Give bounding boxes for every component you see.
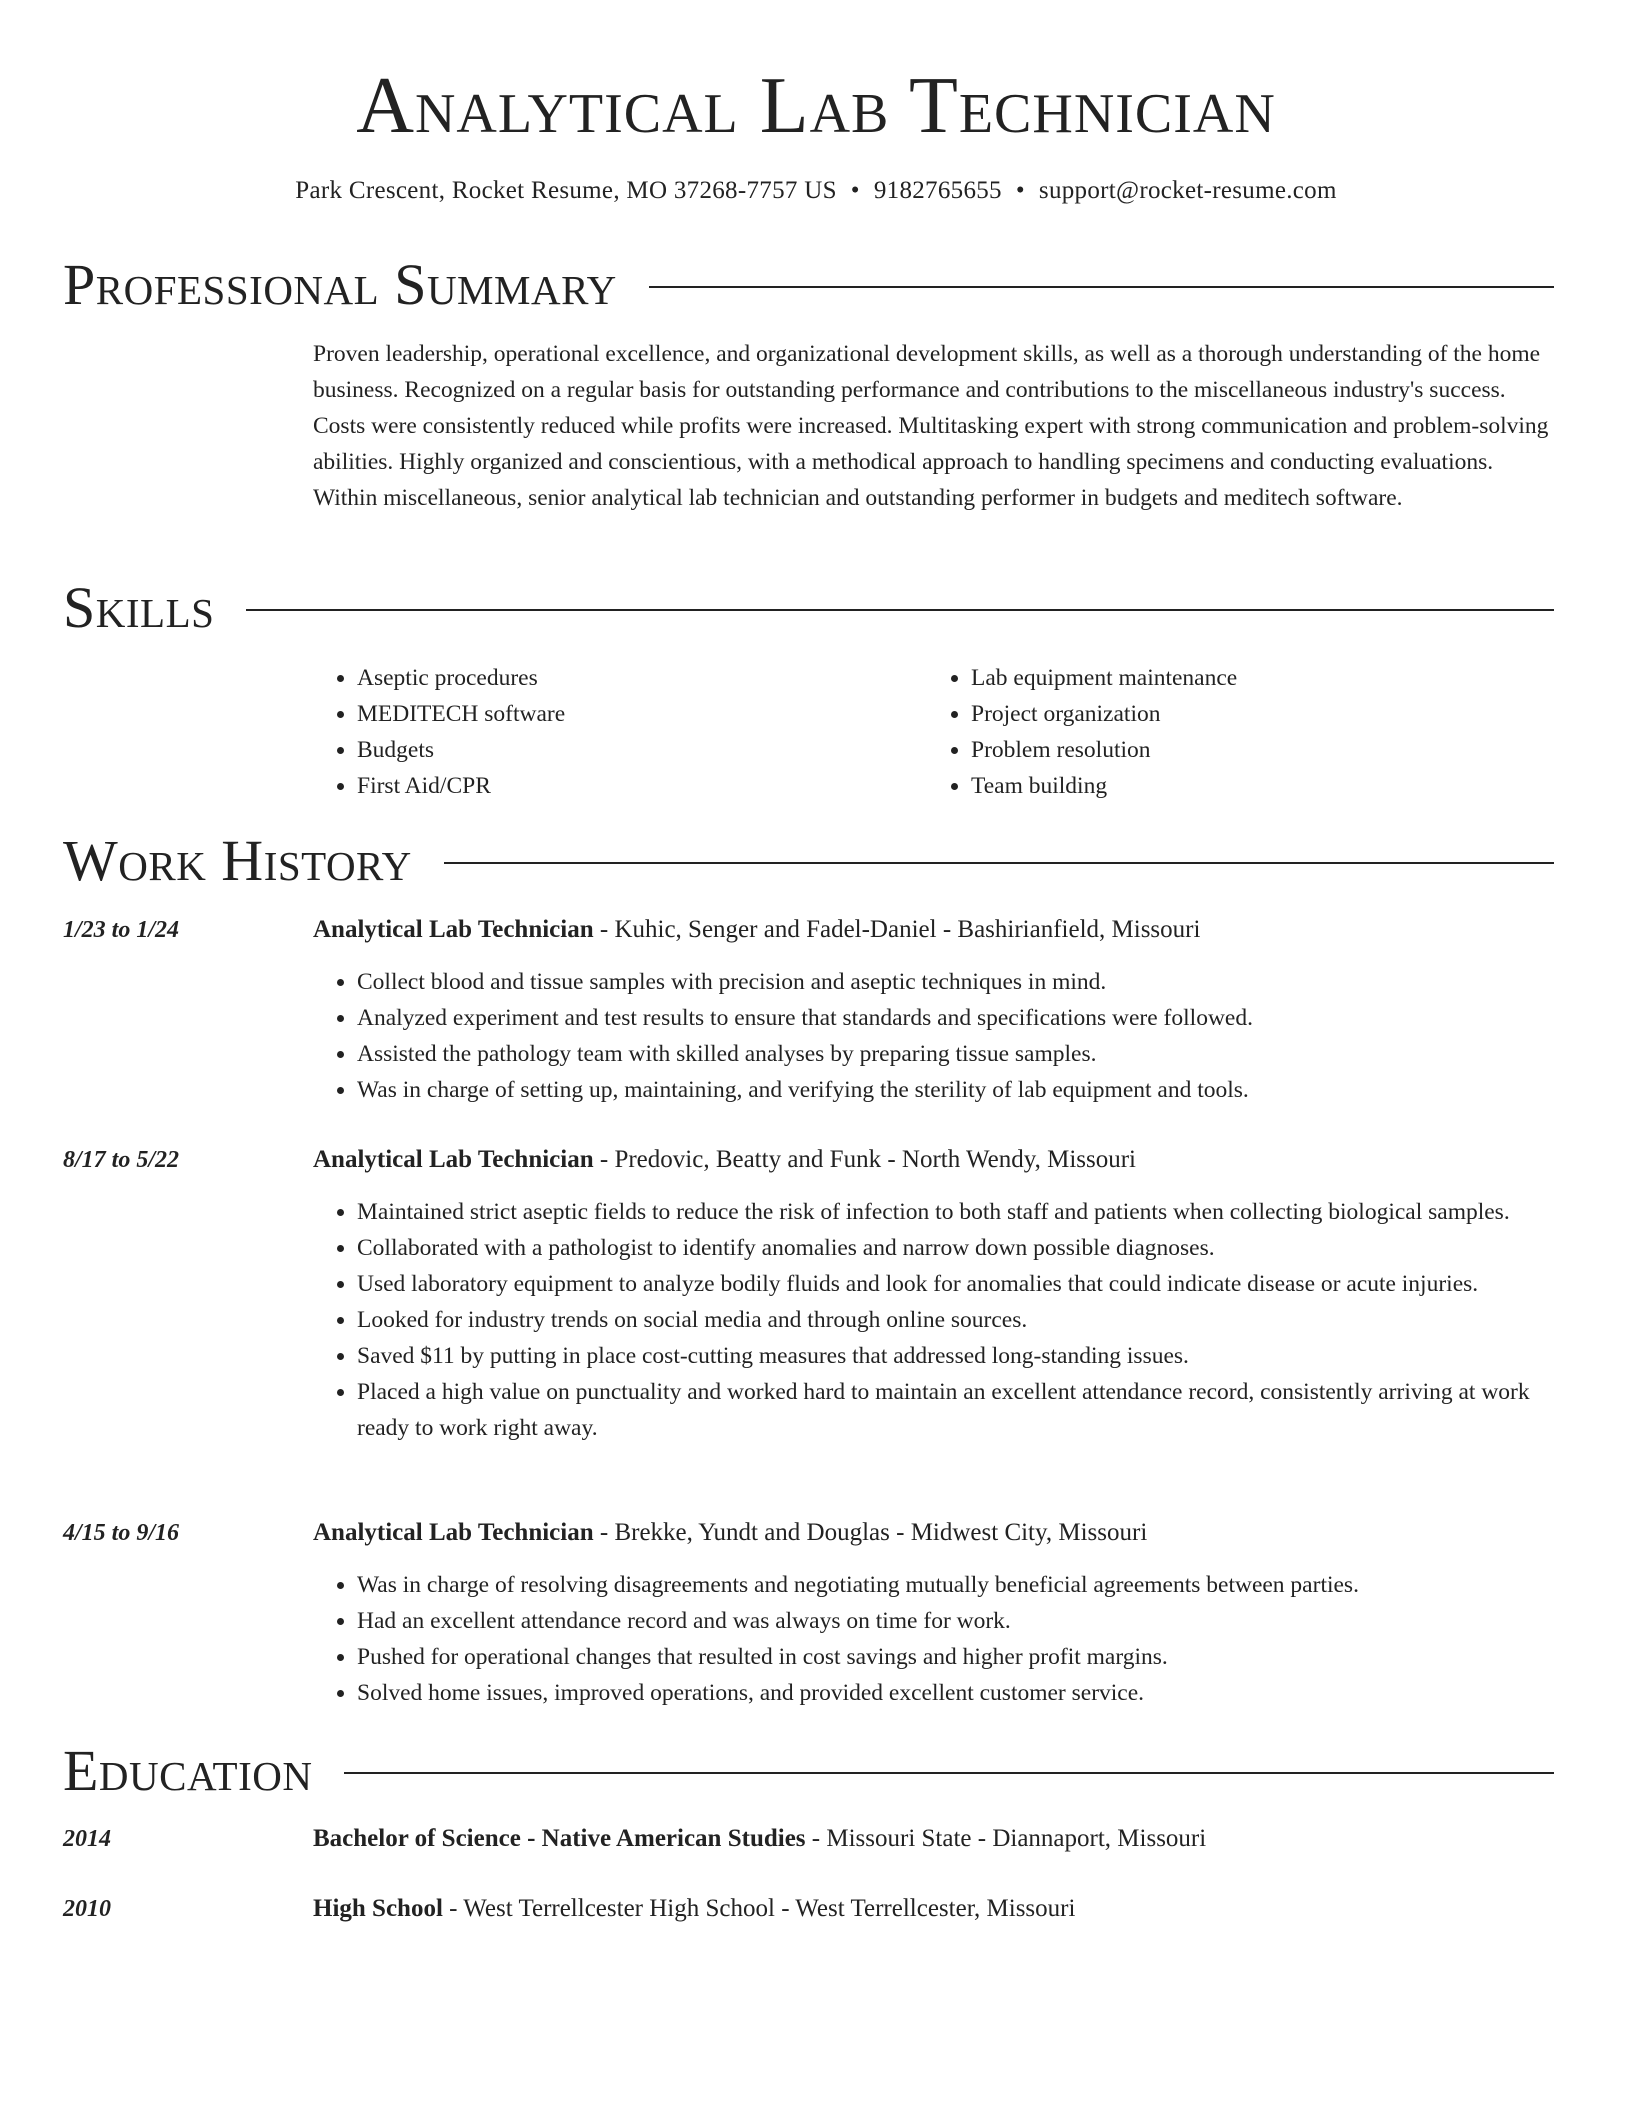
summary-section-header <box>63 252 1554 318</box>
skills-list <box>313 660 1554 804</box>
skills-section-header <box>63 575 1554 641</box>
summary-text: Proven leadership, operational excellence, and organizational development skills, as well as a thorough understanding of the home business. Recognized on a regular basis for outstanding performance and contributions to the miscellaneous industry's success. Costs were consistently reduced while profits were increased. Multitasking expert with strong communication and problem-solving abilities. Highly organized and conscientious, with a methodical approach to handling specimens and conducting evaluations. Within miscellaneous, senior analytical lab technician and outstanding performer in budgets and meditech software. <box>313 341 1549 511</box>
skill-item: • First Aid/CPR <box>357 768 927 804</box>
education-school-location: - Missouri State - Diannaport, Missouri <box>805 1825 1207 1852</box>
education-degree: Bachelor of Science - Native American Studies <box>313 1825 806 1852</box>
skills-heading: Skills <box>63 575 215 640</box>
job-bullet: • Looked for industry trends on social media and through online sources. <box>357 1302 1554 1338</box>
job-dates: 1/23 to 1/24 <box>63 917 180 943</box>
education-line <box>313 1891 1554 1927</box>
job-bullet: • Was in charge of setting up, maintaining, and verifying the sterility of lab equipment and tools. <box>357 1072 1554 1108</box>
job-bullet: • Saved $11 by putting in place cost-cutting measures that addressed long-standing issues. <box>357 1338 1554 1374</box>
job-bullet: • Was in charge of resolving disagreements and negotiating mutually beneficial agreements between parties. <box>357 1567 1554 1603</box>
job-bullets <box>313 964 1554 1108</box>
work-section-header <box>63 828 1554 894</box>
job-bullet: • Collaborated with a pathologist to identify anomalies and narrow down possible diagnoses. <box>357 1230 1554 1266</box>
section-divider <box>444 862 1554 864</box>
job-bullet: • Collect blood and tissue samples with precision and aseptic techniques in mind. <box>357 964 1554 1000</box>
education-heading: Education <box>63 1738 313 1803</box>
section-divider <box>344 1772 1554 1774</box>
job-title: Analytical Lab Technician <box>313 916 594 943</box>
contact-separator: • <box>850 177 860 204</box>
job-bullet: • Placed a high value on punctuality and worked hard to maintain an excellent attendance record, consistently arriving at work ready to work right away. <box>357 1374 1554 1446</box>
education-degree: High School <box>313 1895 443 1922</box>
job-bullet: • Analyzed experiment and test results to ensure that standards and specifications were followed. <box>357 1000 1554 1036</box>
skill-item: • Problem resolution <box>971 732 1541 768</box>
job-title-line <box>313 912 1554 948</box>
job-bullets <box>313 1194 1554 1446</box>
education-entry <box>63 1891 1554 1927</box>
contact-address: Park Crescent, Rocket Resume, MO 37268-7757 US <box>295 177 837 204</box>
contact-phone: 9182765655 <box>873 177 1002 204</box>
contact-email[interactable]: support@rocket-resume.com <box>1038 177 1337 204</box>
job-bullet: • Pushed for operational changes that resulted in cost savings and higher profit margins. <box>357 1639 1554 1675</box>
summary-heading: Professional Summary <box>63 252 617 317</box>
job-bullet: • Solved home issues, improved operations, and provided excellent customer service. <box>357 1675 1554 1711</box>
education-line <box>313 1821 1554 1857</box>
education-year: 2010 <box>63 1896 111 1922</box>
candidate-name: Analytical Lab Technician <box>356 62 1276 150</box>
skills-column-right <box>927 660 1541 804</box>
job-bullet: • Had an excellent attendance record and was always on time for work. <box>357 1603 1554 1639</box>
contact-separator: • <box>1015 177 1025 204</box>
job-entry <box>63 912 1554 1108</box>
job-title: Analytical Lab Technician <box>313 1519 594 1546</box>
job-bullet: • Maintained strict aseptic fields to reduce the risk of infection to both staff and patients when collecting biological samples. <box>357 1194 1554 1230</box>
education-section-header <box>63 1738 1554 1804</box>
job-employer-location: - Brekke, Yundt and Douglas - Midwest City, Missouri <box>593 1519 1148 1546</box>
section-divider <box>649 286 1554 288</box>
contact-line <box>0 174 1632 208</box>
education-entry <box>63 1821 1554 1857</box>
skill-item: • Lab equipment maintenance <box>971 660 1541 696</box>
skill-item: • Aseptic procedures <box>357 660 927 696</box>
job-employer-location: - Kuhic, Senger and Fadel-Daniel - Bashirianfield, Missouri <box>593 916 1201 943</box>
job-dates: 8/17 to 5/22 <box>63 1147 180 1173</box>
job-employer-location: - Predovic, Beatty and Funk - North Wendy, Missouri <box>593 1146 1136 1173</box>
skill-item: • Team building <box>971 768 1541 804</box>
skill-item: • Project organization <box>971 696 1541 732</box>
job-title-line <box>313 1142 1554 1178</box>
education-school-location: - West Terrellcester High School - West Terrellcester, Missouri <box>442 1895 1076 1922</box>
skill-item: • MEDITECH software <box>357 696 927 732</box>
work-heading: Work History <box>63 828 412 893</box>
job-title-line <box>313 1515 1554 1551</box>
job-bullets <box>313 1567 1554 1711</box>
job-entry <box>63 1142 1554 1446</box>
section-divider <box>246 609 1554 611</box>
skills-column-left <box>313 660 927 804</box>
education-year: 2014 <box>63 1826 111 1852</box>
skill-item: • Budgets <box>357 732 927 768</box>
job-bullet: • Used laboratory equipment to analyze bodily fluids and look for anomalies that could indicate disease or acute injuries. <box>357 1266 1554 1302</box>
job-title: Analytical Lab Technician <box>313 1146 594 1173</box>
job-bullet: • Assisted the pathology team with skilled analyses by preparing tissue samples. <box>357 1036 1554 1072</box>
job-dates: 4/15 to 9/16 <box>63 1520 180 1546</box>
job-entry <box>63 1515 1554 1711</box>
